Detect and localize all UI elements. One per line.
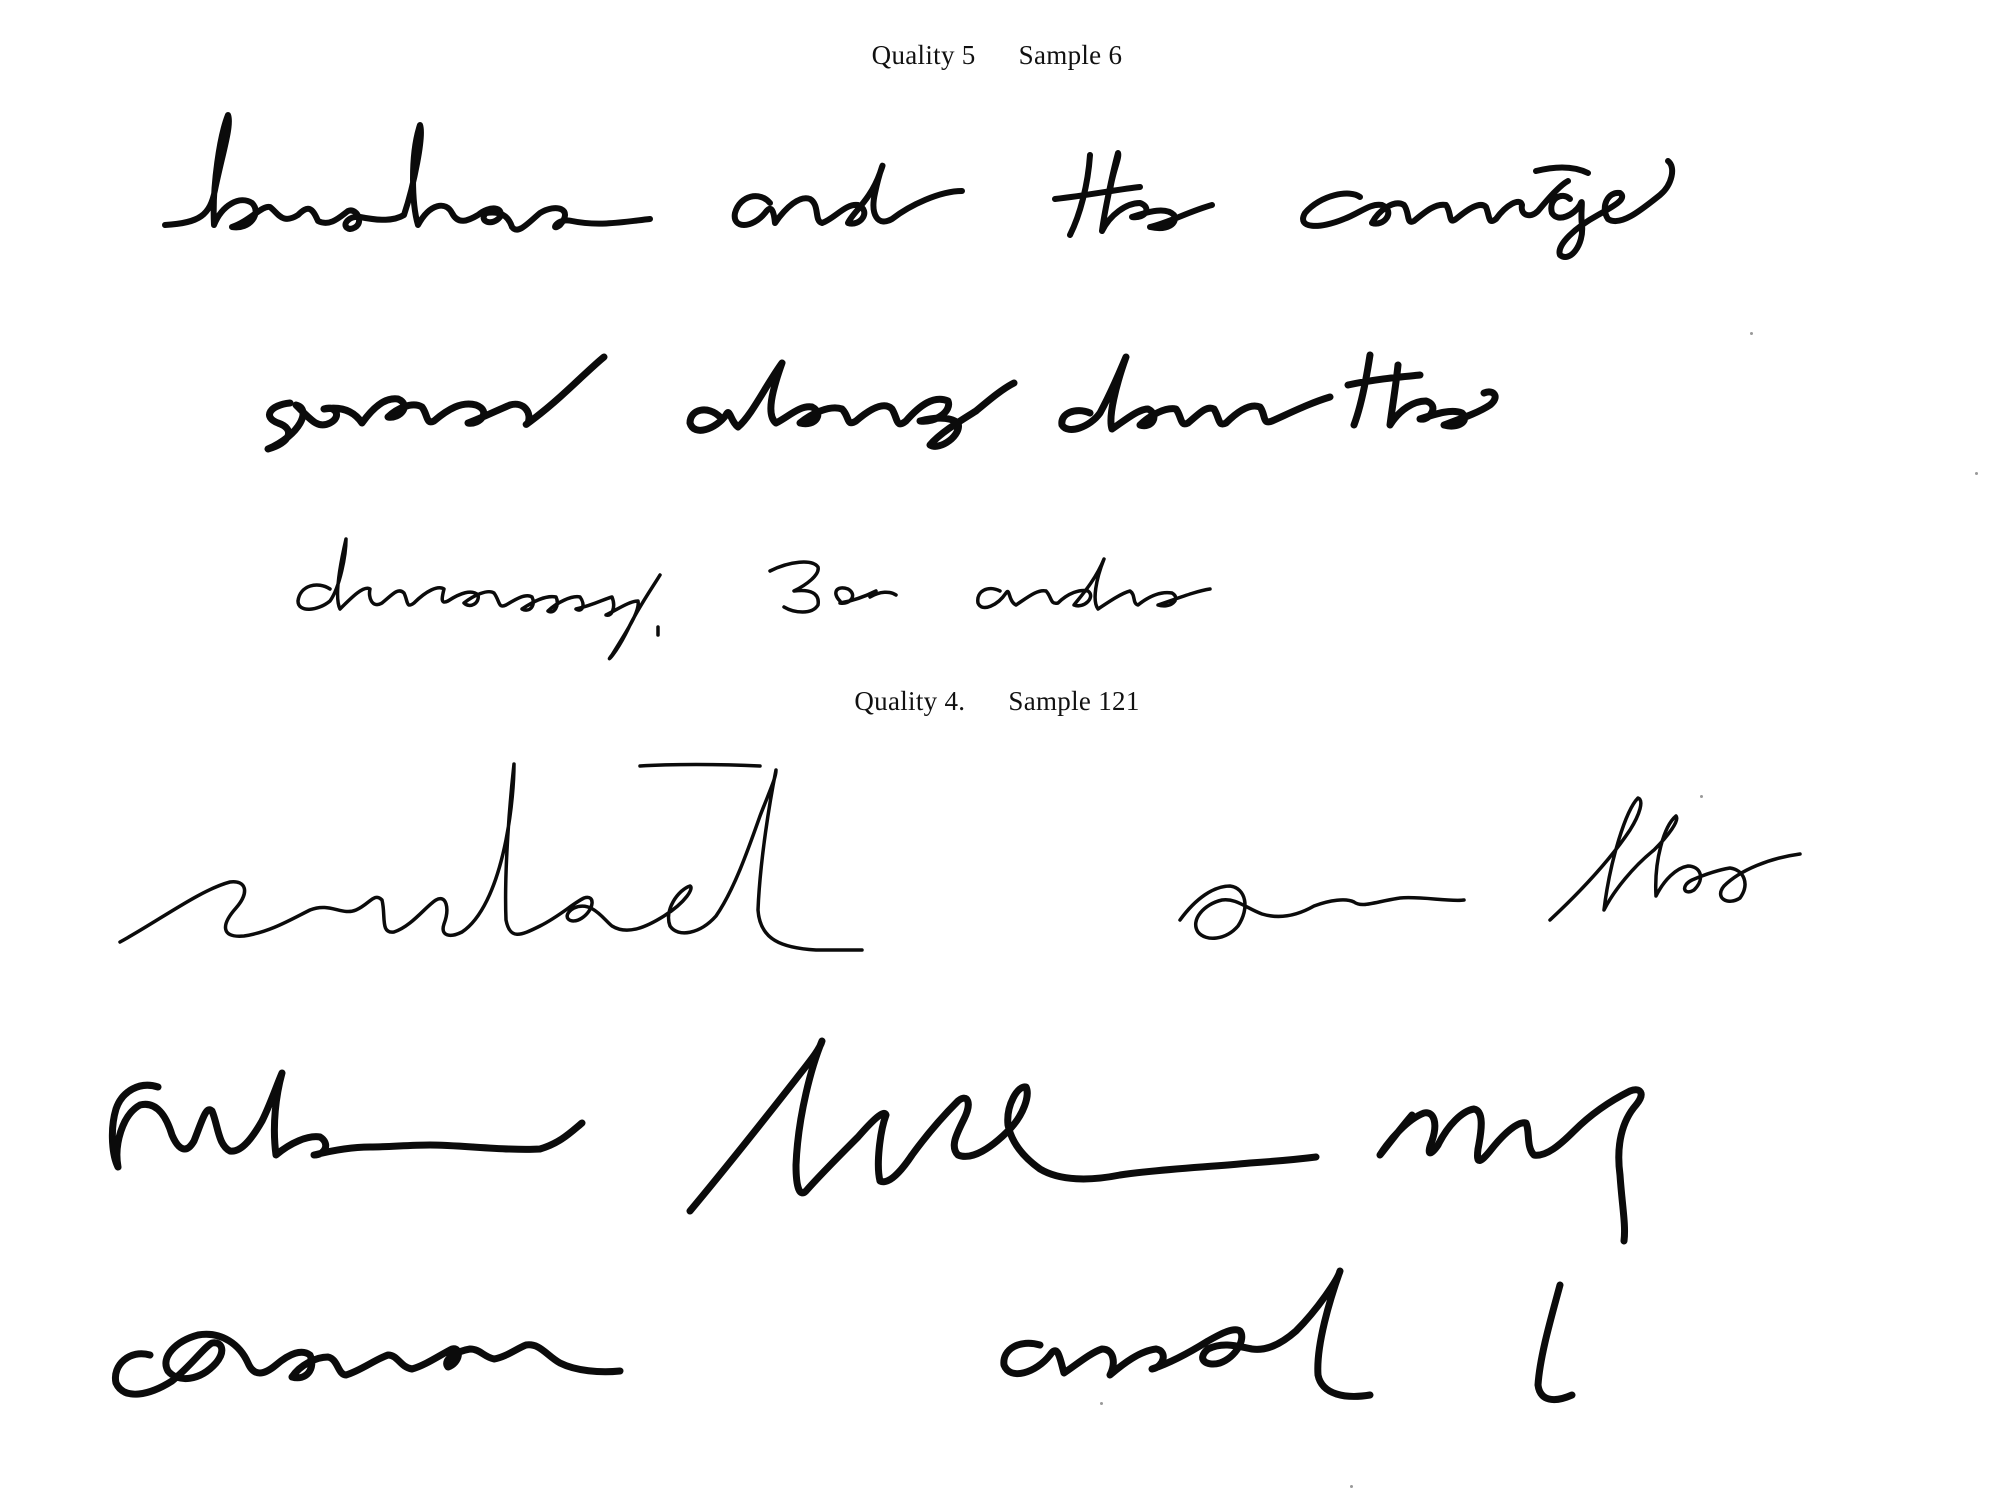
sample-2-handwriting-line-1 <box>0 720 1994 970</box>
sample-2-quality-label: Quality 4. <box>854 686 966 716</box>
paper-speck <box>1350 1485 1353 1488</box>
sample-1-line-1-text <box>0 0 1 1</box>
sample-1-caption <box>0 40 1994 71</box>
sample-1-quality-label: Quality 5 <box>871 40 976 70</box>
sample-1-transcript <box>0 0 1 1</box>
paper-speck <box>1750 332 1753 335</box>
sample-1-handwriting-line-1 <box>0 95 1994 265</box>
sample-2-transcript <box>0 0 1 1</box>
sample-1-handwriting-line-2 <box>0 305 1994 470</box>
sample-2-handwriting-line-2 <box>0 1005 1994 1255</box>
paper-speck <box>1100 1402 1103 1405</box>
sample-2-caption <box>0 686 1994 717</box>
sample-2-sample-label: Sample 121 <box>1008 686 1140 716</box>
paper-speck <box>1975 472 1978 475</box>
paper-speck <box>1700 795 1703 798</box>
sample-1-handwriting-line-3 <box>0 505 1994 670</box>
sample-1-sample-label: Sample 6 <box>1018 40 1123 70</box>
sample-2-handwriting-line-3 <box>0 1245 1994 1445</box>
sample-2-line-1-text <box>0 0 1 1</box>
